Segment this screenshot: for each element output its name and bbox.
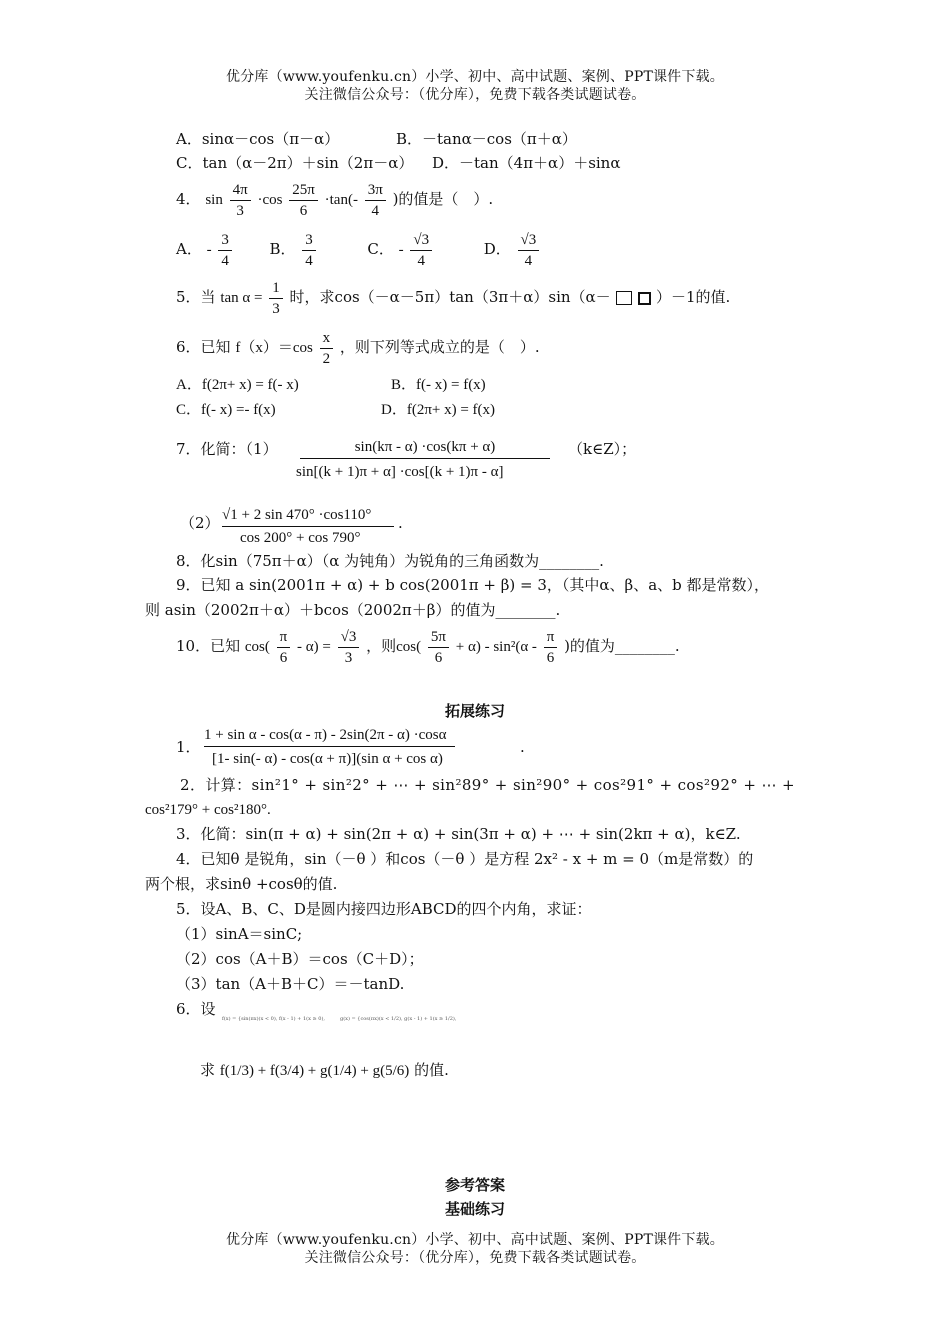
footer-line-2: 关注微信公众号：（优分库），免费下载各类试题试卷。	[304, 1250, 646, 1266]
q10-mid-1: - α) =	[297, 639, 331, 655]
ext-q2-line-1: 2．计算：sin²1° + sin²2° + ⋯ + sin²89° + sin²90° + cos²91° + cos²92° + ⋯ +	[180, 776, 796, 794]
q5-garbled-glyph-icon	[616, 291, 632, 305]
question-9-line-2: 则 asin（2002π＋α）＋bcos（2002π＋β）的值为________.	[145, 601, 561, 619]
ext-q1-prefix: 1．	[176, 738, 201, 756]
question-9-line-1: 9．已知 a sin(2001π + α) + b cos(2001π + β) = 3，（其中α、β、a、b 都是常数），	[176, 576, 770, 594]
q7-den-1: sin[(k + 1)π + α] ·cos[(k + 1)π - α]	[296, 464, 504, 480]
q4-option-b-label: B．	[269, 240, 296, 258]
q4-option-d-label: D．	[483, 240, 511, 258]
answers-subtitle: 基础练习	[444, 1200, 505, 1218]
q10-mid-2: ，则cos(	[366, 639, 422, 655]
q7-prefix: 7．化简：（1）	[176, 440, 278, 458]
q4-option-c-label: C．	[367, 240, 394, 258]
q10-frac-4: $\frac{\pi}{6}$	[544, 627, 558, 668]
q5-body: 时，求cos（－α－5π）tan（3π＋α）sin（α－	[289, 288, 611, 306]
header-line-2: 关注微信公众号：（优分库），免费下载各类试题试卷。	[304, 87, 646, 103]
ext-q3: 3．化简：sin(π + α) + sin(2π + α) + sin(3π + α) + ⋯ + sin(2kπ + α)，k∈Z.	[176, 825, 741, 843]
ext-q5-part-1: （1）sinA＝sinC;	[176, 925, 303, 943]
q6-prefix: 6．已知	[176, 338, 231, 356]
ext-q1-num: 1 + sin α - cos(α - π) - 2sin(2π - α) ·cosα	[204, 724, 455, 747]
q6-option-c: C．f(- x) =- f(x)	[176, 402, 276, 418]
ext-q6-end: 的值.	[414, 1061, 449, 1079]
q7-end: .	[398, 514, 403, 532]
ext-q6-prefix: 6．设	[176, 1000, 216, 1018]
section-title-extension: 拓展练习	[444, 702, 505, 720]
q4-options	[176, 228, 541, 271]
q10-suffix: )的值为________.	[564, 637, 680, 655]
q4-option-a-label: A．	[176, 240, 202, 258]
q4-frac-2: $\frac{25\pi}{6}$	[289, 180, 318, 221]
q3-option-c: C．tan（α－2π）＋sin（2π－α）	[176, 154, 414, 172]
q3-option-d: D．－tan（4π＋α）＋sinα	[432, 154, 621, 172]
q7-den-2: cos 200° + cos 790°	[240, 530, 361, 546]
q4-option-b-frac: $\frac{3}{4}$	[302, 230, 316, 271]
footer-line-1: 优分库（www.youfenku.cn）小学、初中、高中试题、案例、PPT课件下载。	[226, 1232, 724, 1248]
question-8: 8．化sin（75π＋α）（α 为钝角）为锐角的三角函数为________.	[176, 552, 604, 570]
q10-frac-2: $\frac{√3}{3}$	[338, 627, 360, 668]
q4-option-d-frac: $\frac{√3}{4}$	[518, 230, 540, 271]
q5-tan: tan α =	[220, 290, 263, 306]
q7-num-2: √1 + 2 sin 470° ·cos110°	[222, 504, 394, 527]
answers-title: 参考答案	[444, 1176, 505, 1194]
q4-cos: ·cos	[257, 192, 283, 208]
q10-frac-1: $\frac{\pi}{6}$	[277, 627, 291, 668]
q6-option-b: B．f(- x) = f(x)	[391, 377, 486, 393]
q4-tan: ·tan(-	[324, 192, 358, 208]
ext-q4-line-1: 4．已知θ 是锐角，sin（－θ ）和cos（－θ ）是方程 2x² - x + m = 0（m是常数）的	[176, 850, 754, 868]
ext-q6-def-f: f(x) = {sin(πx)(x < 0), f(x - 1) + 1(x ≥ 0),	[222, 1016, 325, 1022]
q5-tail: ）－1的值.	[656, 288, 731, 306]
q10-cos: cos(	[244, 639, 270, 655]
q6-suffix: ，则下列等式成立的是（ ）.	[339, 338, 540, 356]
q3-option-a: A．sinα－cos（π－α）	[176, 130, 340, 148]
q10-frac-3: $\frac{5\pi}{6}$	[428, 627, 449, 668]
q5-frac: $\frac{1}{3}$	[269, 278, 283, 319]
q10-mid-3: + α) - sin²(α -	[455, 639, 537, 655]
header-line-1: 优分库（www.youfenku.cn）小学、初中、高中试题、案例、PPT课件下载。	[226, 69, 724, 85]
ext-q1-end: .	[520, 738, 525, 756]
ext-q1-den: [1- sin(- α) - cos(α + π)](sin α + cos α)	[212, 751, 443, 767]
q6-option-d: D．f(2π+ x) = f(x)	[381, 402, 496, 418]
q4-option-a-frac: $\frac{3}{4}$	[218, 230, 232, 271]
ext-q6-expr: f(1/3) + f(3/4) + g(1/4) + g(5/6)	[219, 1063, 410, 1079]
q4-prefix: 4．	[176, 190, 201, 208]
q4-option-c-frac: $\frac{√3}{4}$	[410, 230, 432, 271]
ext-q5-part-2: （2）cos（A＋B）＝cos（C＋D）；	[176, 950, 424, 968]
q4-option-a-sign: -	[206, 242, 212, 258]
q5-prefix: 5．当	[176, 288, 216, 306]
ext-q5-part-3: （3）tan（A＋B＋C）＝－tanD.	[176, 975, 405, 993]
question-5	[176, 276, 730, 319]
question-10	[176, 624, 680, 669]
ext-q5-line-1: 5．设A、B、C、D是圆内接四边形ABCD的四个内角，求证：	[176, 900, 592, 918]
q10-prefix: 10．已知	[176, 637, 241, 655]
q6-fx: f（x）＝cos	[235, 340, 313, 356]
q5-box-icon	[638, 292, 651, 305]
question-4	[176, 178, 493, 221]
ext-q6-ask	[200, 1050, 449, 1091]
q3-option-b: B．－tanα－cos（π＋α）	[396, 130, 577, 148]
ext-q6-def-g: g(x) = {cos(πx)(x < 1/2), g(x - 1) + 1(x ≥ 1/2),	[340, 1016, 457, 1022]
q6-frac: $\frac{x}{2}$	[320, 328, 334, 369]
q6-option-a: A．f(2π+ x) = f(- x)	[176, 377, 299, 393]
question-6	[176, 326, 540, 369]
q4-frac-1: $\frac{4\pi}{3}$	[230, 180, 251, 221]
q7-num-1: sin(kπ - α) ·cos(kπ + α)	[300, 436, 550, 459]
q4-suffix: )的值是（ ）.	[392, 190, 494, 208]
q4-frac-3: $\frac{3\pi}{4}$	[365, 180, 386, 221]
q7-condition: （k∈Z）；	[568, 440, 637, 458]
q4-sin: sin	[205, 192, 223, 208]
ext-q2-line-2: cos²179° + cos²180°.	[145, 802, 271, 818]
q7-part-2-label: （2）	[180, 514, 220, 532]
q4-option-c-sign: -	[398, 242, 404, 258]
ext-q6-ask-label: 求	[200, 1061, 216, 1079]
ext-q4-line-2: 两个根，求sinθ +cosθ的值.	[145, 875, 338, 893]
